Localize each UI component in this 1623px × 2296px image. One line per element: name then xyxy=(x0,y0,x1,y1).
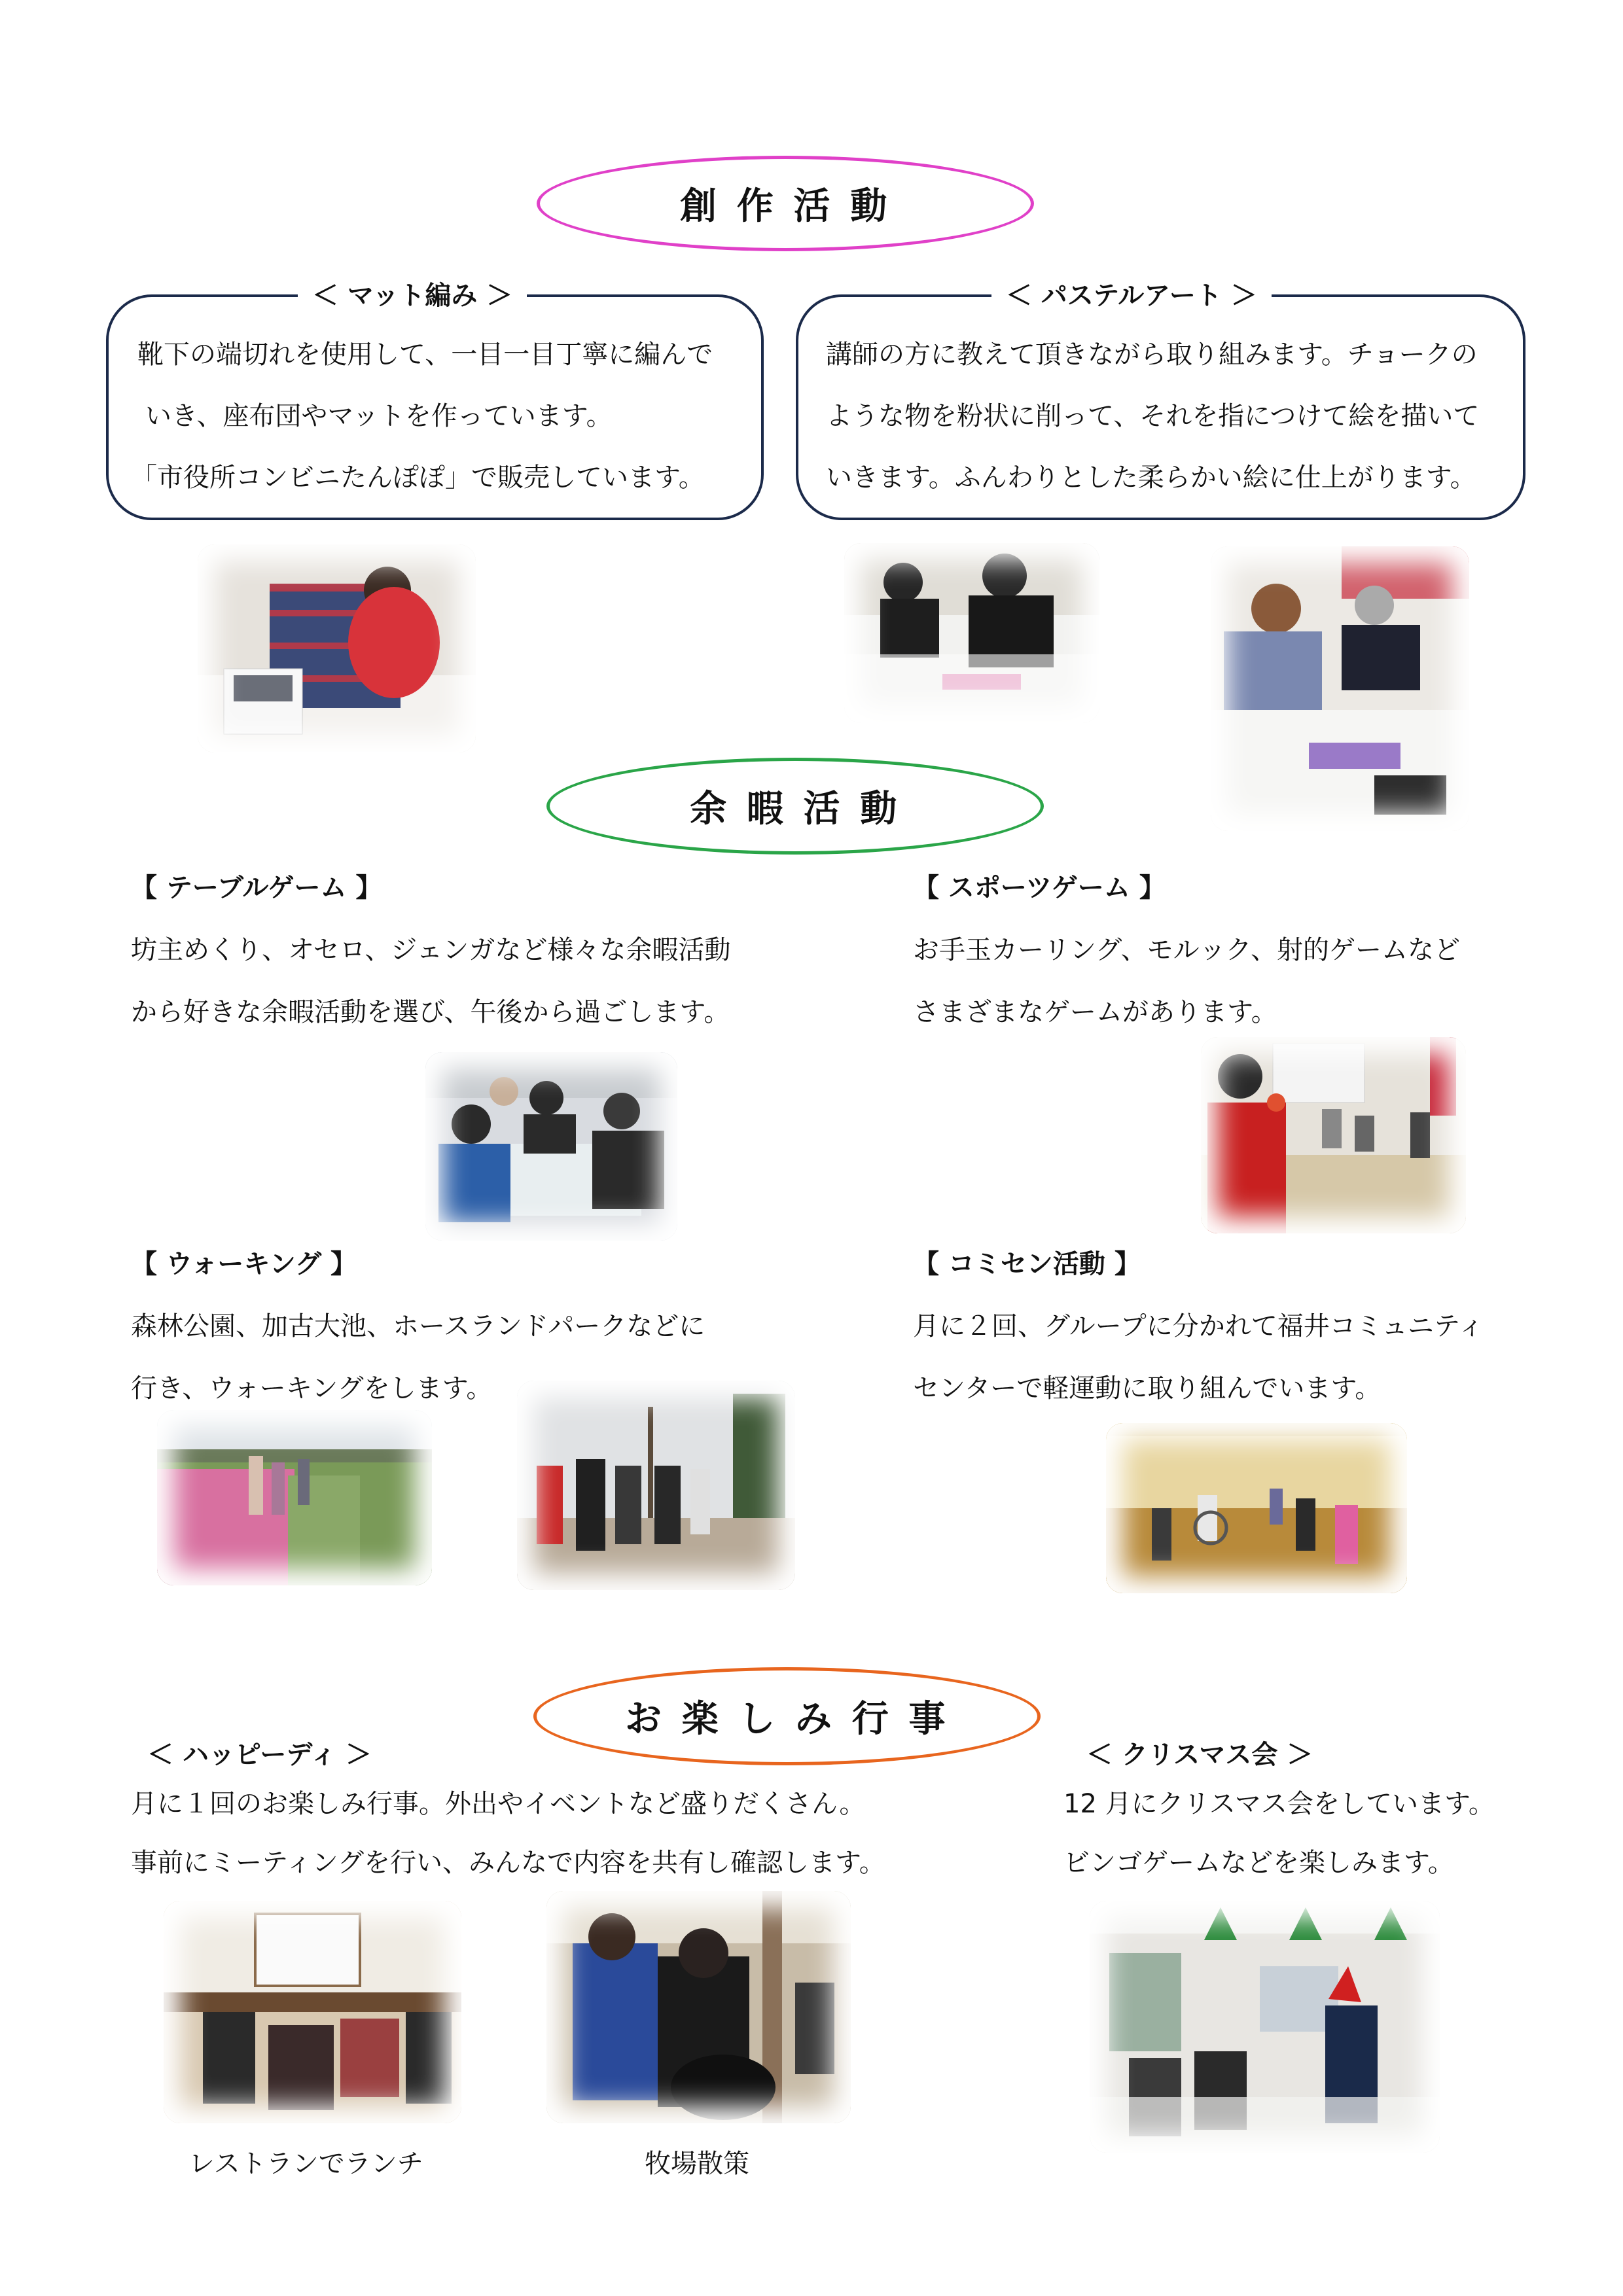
pastel-photo-2 xyxy=(1211,546,1469,831)
pastel-line-3: いきます。ふんわりとした柔らかい絵に仕上がります。 xyxy=(826,463,1476,493)
yoka-title: 余 暇 活 動 xyxy=(690,788,901,830)
komisen-photo xyxy=(1106,1423,1407,1593)
yoka-title-oval xyxy=(546,758,1044,855)
walking-title: 【 ウォーキング 】 xyxy=(131,1249,357,1279)
otanoshimi-title-oval xyxy=(533,1667,1041,1765)
sosaku-title-oval xyxy=(537,156,1034,251)
ranch-walk-caption: 牧場散策 xyxy=(645,2149,749,2179)
otanoshimi-title: お 楽 し み 行 事 xyxy=(624,1698,950,1740)
walking-line-2: 行き、ウォーキングをします。 xyxy=(131,1373,493,1404)
walking-photo-1 xyxy=(157,1410,432,1585)
mat-title: ＜ マット編み ＞ xyxy=(298,275,527,312)
happy-title: ＜ ハッピーディ ＞ xyxy=(147,1740,372,1770)
mat-line-3: 「市役所コンビニたんぽぽ」で販売しています。 xyxy=(131,463,705,493)
sosaku-title: 創 作 活 動 xyxy=(680,185,891,228)
christmas-line-2: ビンゴゲームなどを楽しみます。 xyxy=(1063,1848,1454,1878)
ranch-walk-photo xyxy=(546,1891,851,2123)
table-game-title: 【 テーブルゲーム 】 xyxy=(131,873,382,903)
christmas-title: ＜ クリスマス会 ＞ xyxy=(1086,1740,1313,1770)
table-game-line-1: 坊主めくり、オセロ、ジェンガなど様々な余暇活動 xyxy=(131,935,731,965)
sports-game-line-1: お手玉カーリング、モルック、射的ゲームなど xyxy=(913,935,1460,965)
sports-game-photo xyxy=(1201,1037,1466,1233)
pastel-line-1: 講師の方に教えて頂きながら取り組みます。チョークの xyxy=(826,340,1478,370)
christmas-line-1: 12 月にクリスマス会をしています。 xyxy=(1063,1789,1495,1819)
mat-line-2: いき、座布団やマットを作っています。 xyxy=(145,401,613,431)
walking-photo-2 xyxy=(517,1381,795,1590)
mat-line-1: 靴下の端切れを使用して、一目一目丁寧に編んで xyxy=(137,340,713,370)
mat-knitting-photo xyxy=(198,544,476,752)
restaurant-lunch-caption: レストランでランチ xyxy=(188,2149,423,2179)
komisen-title: 【 コミセン活動 】 xyxy=(913,1249,1141,1279)
christmas-party-photo xyxy=(1090,1901,1440,2153)
pastel-line-2: ような物を粉状に削って、それを指につけて絵を描いて xyxy=(826,401,1480,431)
pastel-title: ＜ パステルアート ＞ xyxy=(991,275,1272,312)
restaurant-lunch-photo xyxy=(164,1901,461,2123)
pastel-photo-1 xyxy=(844,543,1099,723)
table-game-line-2: から好きな余暇活動を選び、午後から過ごします。 xyxy=(131,997,730,1027)
happy-line-2: 事前にミーティングを行い、みんなで内容を共有し確認します。 xyxy=(131,1848,885,1878)
happy-line-1: 月に１回のお楽しみ行事。外出やイベントなど盛りだくさん。 xyxy=(131,1789,866,1819)
sports-game-line-2: さまざまなゲームがあります。 xyxy=(913,997,1277,1027)
komisen-line-1: 月に２回、グループに分かれて福井コミュニティ xyxy=(913,1311,1484,1341)
komisen-line-2: センターで軽運動に取り組んでいます。 xyxy=(913,1373,1382,1404)
walking-line-1: 森林公園、加古大池、ホースランドパークなどに xyxy=(131,1311,705,1341)
sports-game-title: 【 スポーツゲーム 】 xyxy=(913,873,1166,903)
table-game-photo xyxy=(425,1052,677,1241)
